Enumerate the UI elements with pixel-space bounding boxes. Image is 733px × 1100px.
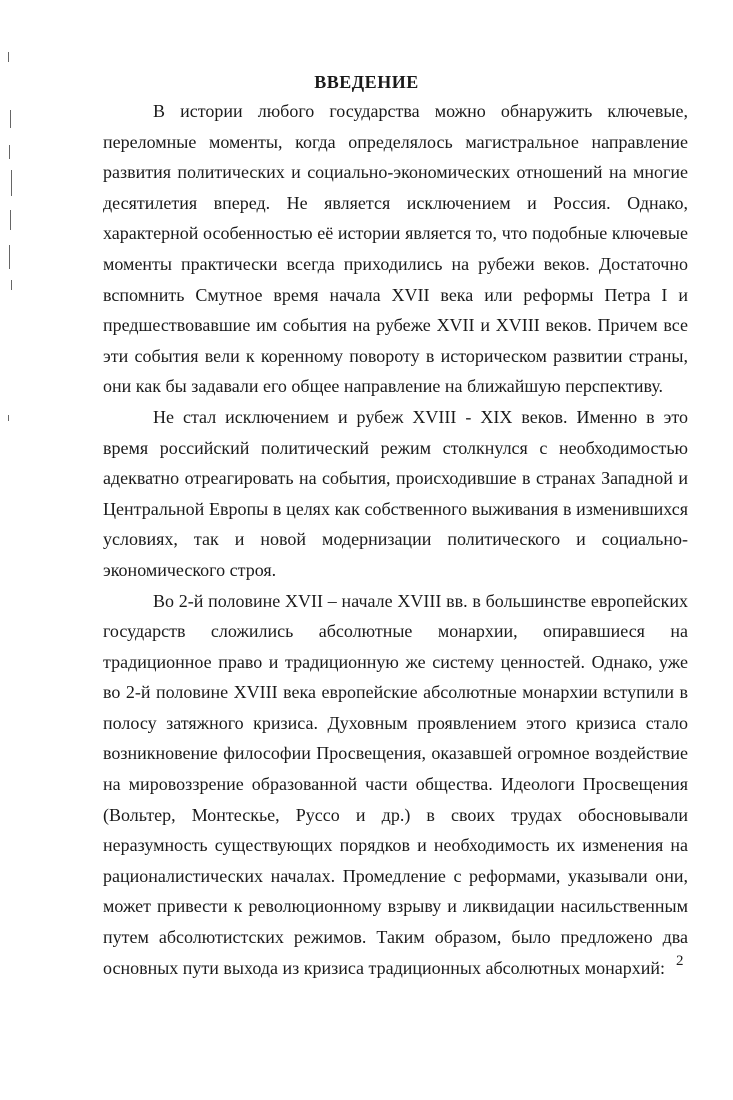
document-body	[103, 96, 688, 983]
page-title: ВВЕДЕНИЕ	[314, 72, 419, 92]
page-number: 2	[676, 953, 684, 969]
scan-margin-marks	[5, 40, 17, 440]
paragraph: Во 2-й половине XVII – начале XVIII вв. в большинстве европейских государств сложились абсолютные монархии, опиравшиеся на традиционное право и традиционную же систему ценностей. Однако, уже во 2-й половине XVIII века европейские абсолютные монархии вступили в полосу затяжного кризиса. Духовным проявлением этого кризиса стало возникновение философии Просвещения, оказавшей огромное воздействие на мировоззрение образованной части общества. Идеологи Просвещения (Вольтер, Монтескье, Руссо и др.) в своих трудах обосновывали неразумность существующих порядков и необходимость их изменения на рационалистических началах. Промедление с реформами, указывали они, может привести к революционному взрыву и ликвидации насильственным путем абсолютистских режимов. Таким образом, было предложено два основных пути выхода из кризиса традиционных абсолютных монархий:	[103, 590, 688, 978]
paragraph: Не стал исключением и рубеж XVIII - XIX веков. Именно в это время российский политический режим столкнулся с необходимостью адекватно отреагировать на события, происходившие в странах Западной и Центральной Европы в целях как собственного выживания в изменившихся условиях, так и новой модернизации политического и социально-экономического строя.	[103, 406, 688, 580]
paragraph: В истории любого государства можно обнаружить ключевые, переломные моменты, когда определялось магистральное направление развития политических и социально-экономических отношений на многие десятилетия вперед. Не является исключением и Россия. Однако, характерной особенностью её истории является то, что подобные ключевые моменты практически всегда приходились на рубежи веков. Достаточно вспомнить Смутное время начала XVII века или реформы Петра I и предшествовавшие им события на рубеже XVII и XVIII веков. Причем все эти события вели к коренному повороту в историческом развитии страны, они как бы задавали его общее направление на ближайшую перспективу.	[103, 101, 689, 397]
